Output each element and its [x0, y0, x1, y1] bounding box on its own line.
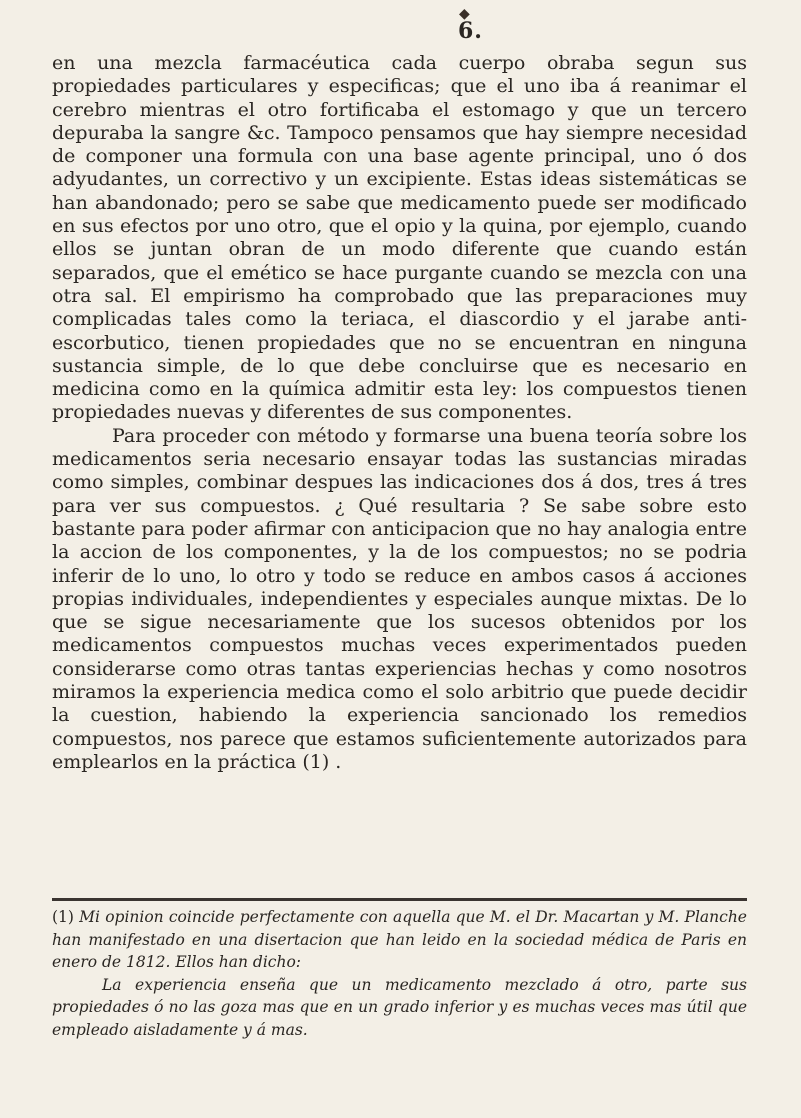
footnote: [52, 906, 747, 1041]
paragraph-2: Para proceder con método y formarse una buena teoría sobre los medicamentos seria necesario ensayar todas las sustancias miradas como simples, combinar despues las indicaciones dos á dos, tres á tres para ver sus compuestos. ¿ Qué resultaria ? Se sabe sobre esto bastante para poder afirmar con anticipacion que no hay analogia entre la accion de los componentes, y la de los compuestos; no se podria inferir de lo uno, lo otro y todo se reduce en ambos casos á acciones propias individuales, independientes y especiales aunque mixtas. De lo que se sigue necesariamente que los sucesos obtenidos por los medicamentos compuestos muchas veces experimentados pueden considerarse como otras tantas experiencias hechas y como nosotros miramos la experiencia medica como el solo arbitrio que puede decidir la cuestion, habiendo la experiencia sancionado los remedios compuestos, nos parece que estamos suficientemente autorizados para emplearlos en la práctica (1) .: [52, 424, 747, 773]
footnote-divider: [52, 898, 747, 901]
printer-mark: ◆: [459, 6, 470, 22]
main-text: [52, 52, 747, 774]
footnote-body: [52, 906, 747, 974]
footnote-text: Mi opinion coincide perfectamente con aquella que M. el Dr. Macartan y M. Planche han manifestado en una disertacion que han leido en la sociedad médica de Paris en enero de 1812. Ellos han dicho:: [52, 908, 747, 971]
footnote-quote: La experiencia enseña que un medicamento mezclado á otro, parte sus propiedades ó no las goza mas que en un grado inferior y es muchas veces mas útil que empleado aisladamente y á mas.: [52, 975, 747, 1039]
page-number: 6.: [458, 18, 483, 44]
paragraph-1: en una mezcla farmacéutica cada cuerpo obraba segun sus propiedades particulares y especificas; que el uno iba á reanimar el cerebro mientras el otro fortificaba el estomago y que un tercero depuraba la sangre &c. Tampoco pensamos que hay siempre necesidad de componer una formula con una base agente principal, uno ó dos adyudantes, un correctivo y un excipiente. Estas ideas sistemáticas se han abandonado; pero se sabe que medicamento puede ser modificado en sus efectos por uno otro, que el opio y la quina, por ejemplo, cuando ellos se juntan obran de un modo diferente que cuando están separados, que el emético se hace purgante cuando se mezcla con una otra sal. El empirismo ha comprobado que las preparaciones muy complicadas tales como la teriaca, el diascordio y el jarabe anti-escorbutico, tienen propiedades que no se encuentran en ninguna sustancia simple, de lo que debe concluirse que es necesario en medicina como en la química admitir esta ley: los compuestos tienen propiedades nuevas y diferentes de sus componentes.: [52, 52, 747, 424]
footnote-number: (1): [52, 908, 74, 926]
